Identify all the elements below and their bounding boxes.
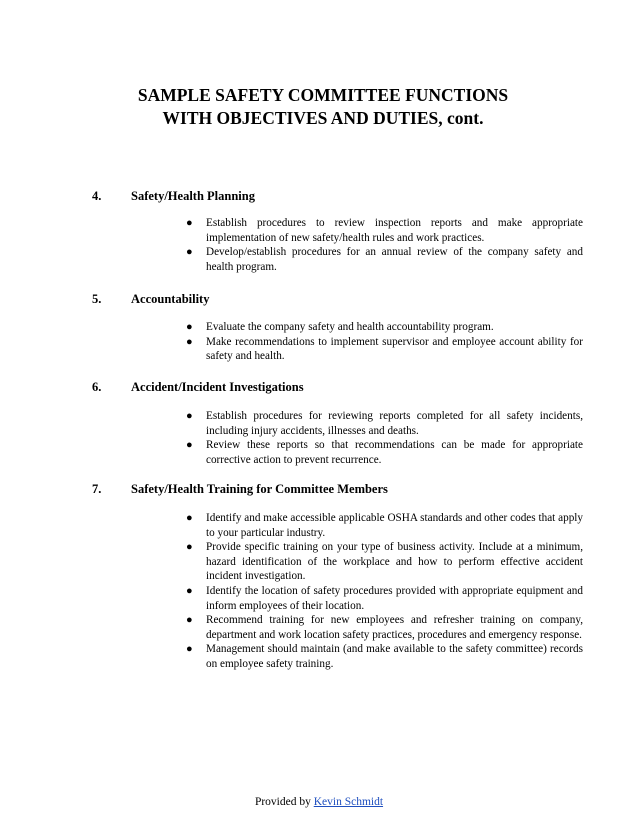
footer-prefix: Provided by	[254, 796, 314, 808]
section-number: 7.	[92, 482, 102, 496]
list-item: ● Evaluate the company safety and health accountability program.	[186, 321, 494, 333]
author-link[interactable]: Kevin Schmidt	[313, 796, 384, 808]
title-line-1: SAMPLE SAFETY COMMITTEE FUNCTIONS	[137, 85, 509, 105]
section-4	[0, 189, 638, 273]
bullet-icon: ●	[186, 246, 193, 259]
section-6	[0, 380, 638, 466]
list-item: ● Review these reports so that recommendations can be made for appropriate corrective action to prevent recurrence.	[186, 439, 583, 466]
section-title: Safety/Health Training for Committee Members	[131, 482, 388, 496]
bullet-icon: ●	[186, 439, 193, 452]
bullet-icon: ●	[186, 410, 193, 422]
section-number: 5.	[92, 292, 102, 306]
section-title: Safety/Health Planning	[131, 189, 255, 203]
section-5	[0, 292, 638, 363]
bullet-icon: ●	[186, 584, 193, 597]
bullet-icon: ●	[186, 512, 193, 524]
section-title: Accident/Incident Investigations	[131, 380, 304, 394]
list-item: ● Make recommendations to implement supervisor and employee account ability for safety and health.	[186, 335, 583, 363]
footer	[0, 796, 638, 808]
section-7	[0, 482, 638, 670]
bullet-icon: ●	[186, 321, 193, 333]
list-item: ● Establish procedures to review inspection reports and make appropriate implementation of new safety/health rules and work practices.	[186, 217, 583, 244]
section-number: 6.	[92, 380, 102, 394]
list-item: ● Identify and make accessible applicable OSHA standards and other codes that apply to your particular industry.	[186, 512, 583, 539]
list-item: ● Establish procedures for reviewing reports completed for all safety incidents, including injury accidents, illnesses and deaths.	[186, 410, 583, 437]
bullet-icon: ●	[186, 643, 193, 656]
list-item: ● Management should maintain (and make available to the safety committee) records on employee safety training.	[186, 643, 583, 670]
bullet-icon: ●	[186, 217, 193, 229]
list-item: ● Identify the location of safety procedures provided with appropriate equipment and inform employees of their location.	[186, 584, 583, 612]
title-line-2: WITH OBJECTIVES AND DUTIES, cont.	[162, 108, 484, 128]
section-title: Accountability	[131, 292, 210, 306]
page-title	[95, 84, 551, 130]
bullet-icon: ●	[186, 541, 193, 554]
bullet-icon: ●	[186, 614, 193, 627]
section-number: 4.	[92, 189, 102, 203]
list-item: ● Develop/establish procedures for an annual review of the company safety and health program.	[186, 246, 583, 273]
bullet-icon: ●	[186, 335, 193, 348]
list-item: ● Recommend training for new employees and refresher training on company, department and work location safety practices, procedures and emergency response.	[186, 614, 583, 641]
list-item: ● Provide specific training on your type of business activity. Include at a minimum, hazard identification of the workplace and how to perform effective accident incident investigation.	[186, 541, 583, 583]
